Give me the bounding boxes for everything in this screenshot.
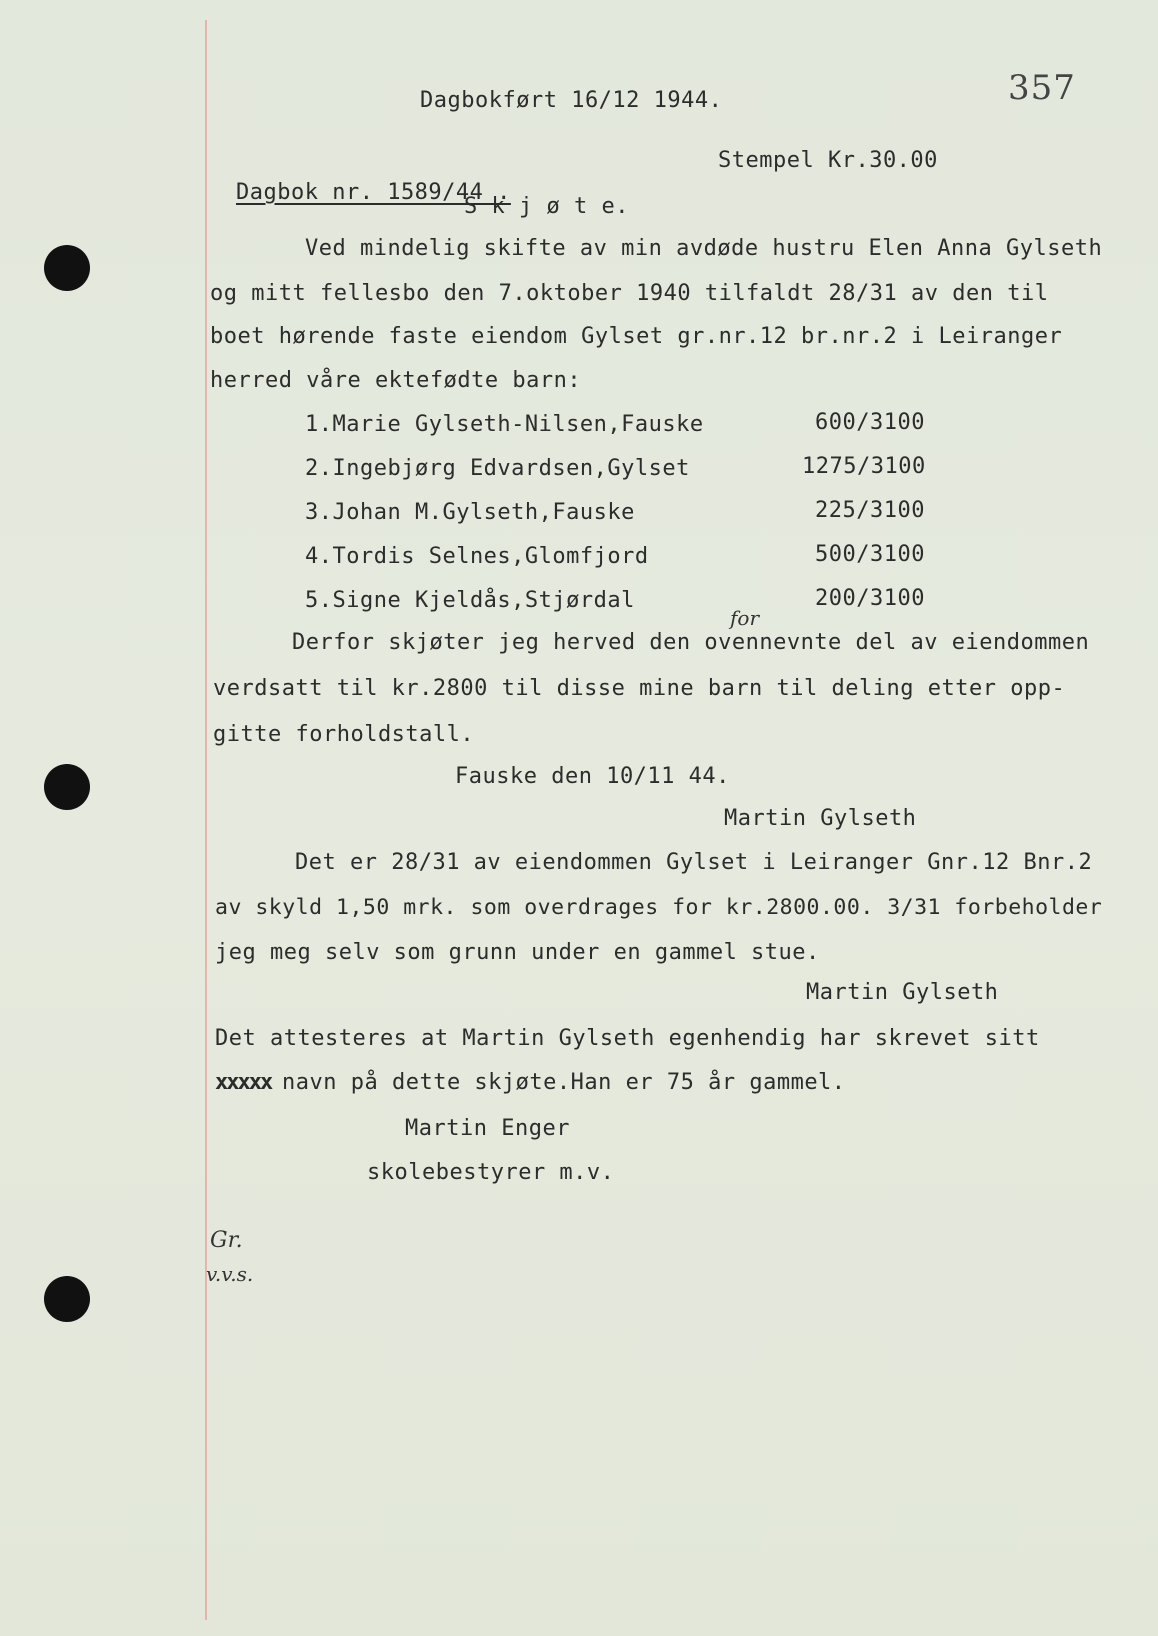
para2-line2: verdsatt til kr.2800 til disse mine barn til deling etter opp- bbox=[213, 676, 1066, 701]
para2-line1: Derfor skjøter jeg herved den ovennevnte del av eiendommen bbox=[292, 630, 1090, 655]
para3-line2: av skyld 1,50 mrk. som overdrages for kr.2800.00. 3/31 forbeholder bbox=[215, 895, 1103, 920]
para3-line3: jeg meg selv som grunn under en gammel stue. bbox=[215, 940, 820, 965]
para1-line1: Ved mindelig skifte av min avdøde hustru Elen Anna Gylseth bbox=[305, 236, 1103, 261]
heir-name: 1.Marie Gylseth-Nilsen,Fauske bbox=[305, 412, 704, 437]
handwritten-insert: for bbox=[730, 606, 760, 630]
struck-text: xxxxx bbox=[215, 1070, 272, 1095]
para1-line3: boet hørende faste eiendom Gylset gr.nr.12 br.nr.2 i Leiranger bbox=[210, 324, 1063, 349]
heir-share: 225/3100 bbox=[815, 498, 925, 523]
heir-name: 4.Tordis Selnes,Glomfjord bbox=[305, 544, 649, 569]
handwritten-note-line1: Gr. bbox=[210, 1228, 243, 1253]
heir-name: 3.Johan M.Gylseth,Fauske bbox=[305, 500, 635, 525]
heir-share: 200/3100 bbox=[815, 586, 925, 611]
heir-share: 500/3100 bbox=[815, 542, 925, 567]
margin-rule bbox=[205, 20, 207, 1620]
para3-line1: Det er 28/31 av eiendommen Gylset i Leiranger Gnr.12 Bnr.2 bbox=[295, 850, 1093, 875]
para4-line2: navn på dette skjøte.Han er 75 år gammel. bbox=[282, 1070, 846, 1095]
heir-name: 5.Signe Kjeldås,Stjørdal bbox=[305, 588, 635, 613]
punch-hole bbox=[44, 245, 90, 291]
stempel-fee: Stempel Kr.30.00 bbox=[718, 148, 938, 173]
heir-name: 2.Ingebjørg Edvardsen,Gylset bbox=[305, 456, 690, 481]
dagbok-number: Dagbok nr. 1589/44 . bbox=[236, 180, 511, 205]
heir-share: 600/3100 bbox=[815, 410, 925, 435]
para1-line2: og mitt fellesbo den 7.oktober 1940 tilfaldt 28/31 av den til bbox=[210, 281, 1049, 306]
heir-share: 1275/3100 bbox=[802, 454, 926, 479]
place-date: Fauske den 10/11 44. bbox=[455, 764, 730, 789]
para1-line4: herred våre ektefødte barn: bbox=[210, 368, 582, 393]
para4-line1: Det attesteres at Martin Gylseth egenhendig har skrevet sitt bbox=[215, 1026, 1040, 1051]
page-number: 357 bbox=[1008, 68, 1076, 108]
signature-2: Martin Gylseth bbox=[806, 980, 999, 1005]
dagbokfort-stamp: Dagbokført 16/12 1944. bbox=[420, 88, 723, 113]
document-type: S k j ø t e. bbox=[464, 194, 629, 219]
witness-title: skolebestyrer m.v. bbox=[367, 1160, 615, 1185]
signature-1: Martin Gylseth bbox=[724, 806, 917, 831]
punch-hole bbox=[44, 764, 90, 810]
punch-hole bbox=[44, 1276, 90, 1322]
witness-name: Martin Enger bbox=[405, 1116, 570, 1141]
para2-line3: gitte forholdstall. bbox=[213, 722, 475, 747]
handwritten-note-line2: v.v.s. bbox=[206, 1262, 254, 1286]
